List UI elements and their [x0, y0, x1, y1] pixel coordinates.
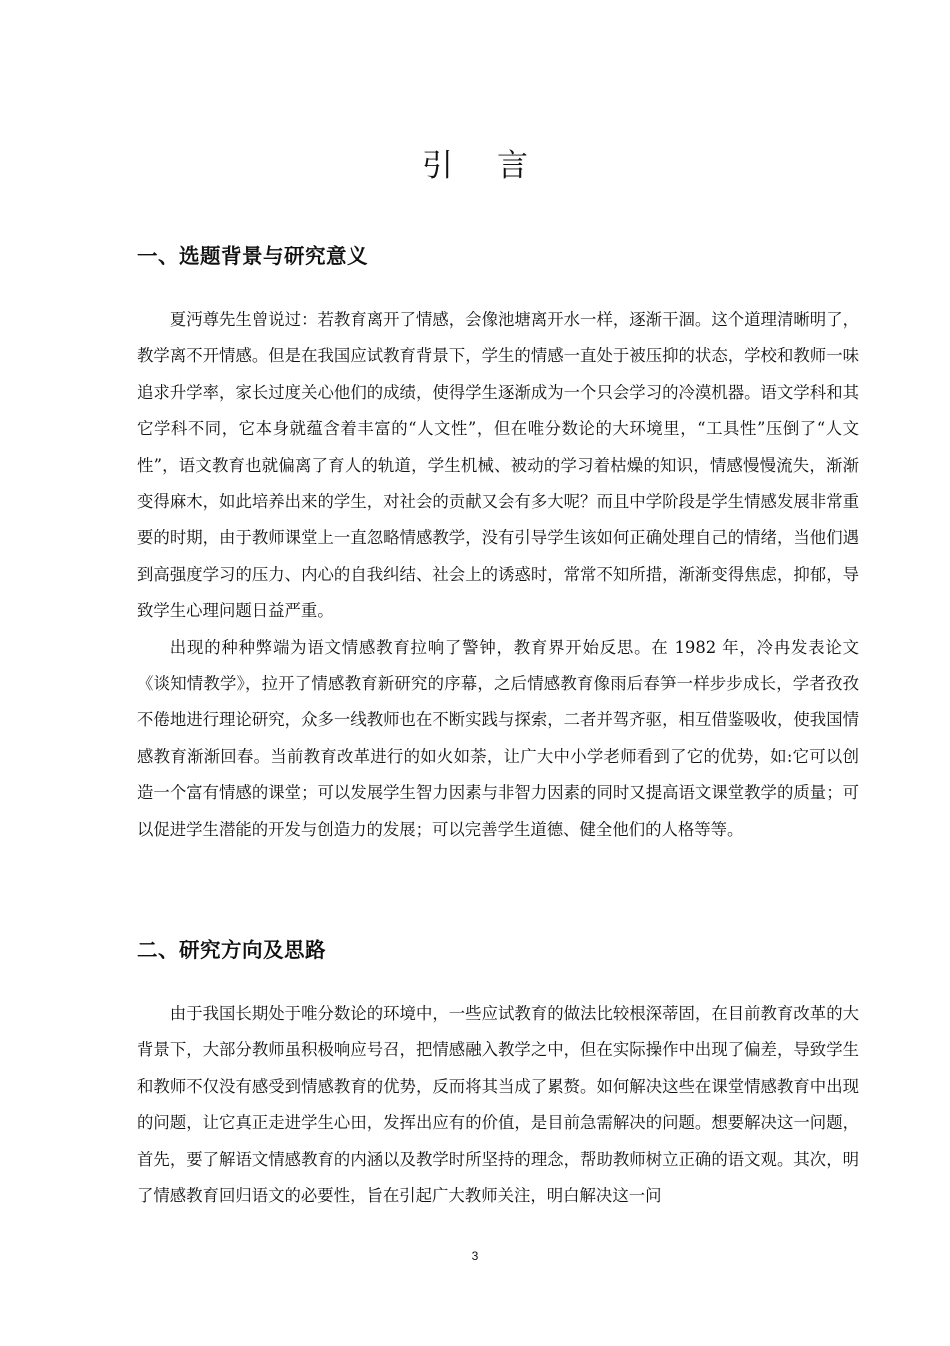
body-paragraph: 夏沔尊先生曾说过：若教育离开了情感，会像池塘离开水一样，逐渐干涸。这个道理清晰明了，教学离不开情感。但是在我国应试教育背景下，学生的情感一直处于被压抑的状态，学校和教师一味追求升学率，家长过度关心他们的成绩，使得学生逐渐成为一个只会学习的冷漠机器。语文学科和其它学科不同，它本身就蕴含着丰富的“人文性”，但在唯分数论的大环境里，“工具性”压倒了“人文性”，语文教育也就偏离了育人的轨道，学生机械、被动的学习着枯燥的知识，情感慢慢流失，渐渐变得麻木，如此培养出来的学生，对社会的贡献又会有多大呢？而且中学阶段是学生情感发展非常重要的时期，由于教师课堂上一直忽略情感教学，没有引导学生该如何正确处理自己的情绪，当他们遇到高强度学习的压力、内心的自我纠结、社会上的诱惑时，常常不知所措，渐渐变得焦虑，抑郁，导致学生心理问题日益严重。 [137, 310, 859, 621]
body-paragraph: 出现的种种弊端为语文情感教育拉响了警钟，教育界开始反思。在 1982 年，冷冉发表论文《谈知情教学》，拉开了情感教育新研究的序幕，之后情感教育像雨后春笋一样步步成长，学者孜孜不倦地进行理论研究，众多一线教师也在不断实践与探索，二者并驾齐驱，相互借鉴吸收，使我国情感教育渐渐回春。当前教育改革进行的如火如荼，让广大中小学老师看到了它的优势，如:它可以创造一个富有情感的课堂；可以发展学生智力因素与非智力因素的同时又提高语文课堂教学的质量；可以促进学生潜能的开发与创造力的发展；可以完善学生道德、健全他们的人格等等。 [137, 637, 859, 839]
body-paragraph: 由于我国长期处于唯分数论的环境中，一些应试教育的做法比较根深蒂固，在目前教育改革的大背景下，大部分教师虽积极响应号召，把情感融入教学之中，但在实际操作中出现了偏差，导致学生和教师不仅没有感受到情感教育的优势，反而将其当成了累赘。如何解决这些在课堂情感教育中出现的问题，让它真正走进学生心田，发挥出应有的价值，是目前急需解决的问题。想要解决这一问题，首先，要了解语文情感教育的内涵以及教学时所坚持的理念，帮助教师树立正确的语文观。其次，明了情感教育回归语文的必要性，旨在引起广大教师关注，明白解决这一问 [137, 1004, 859, 1206]
page-title: 引言 [422, 148, 572, 184]
section-body-background [137, 302, 859, 848]
section-heading-research-direction: 二、研究方向及思路 [137, 938, 326, 962]
page-number: 3 [471, 1249, 479, 1263]
section-body-research-direction [137, 996, 859, 1214]
section-heading-background: 一、选题背景与研究意义 [137, 244, 368, 268]
